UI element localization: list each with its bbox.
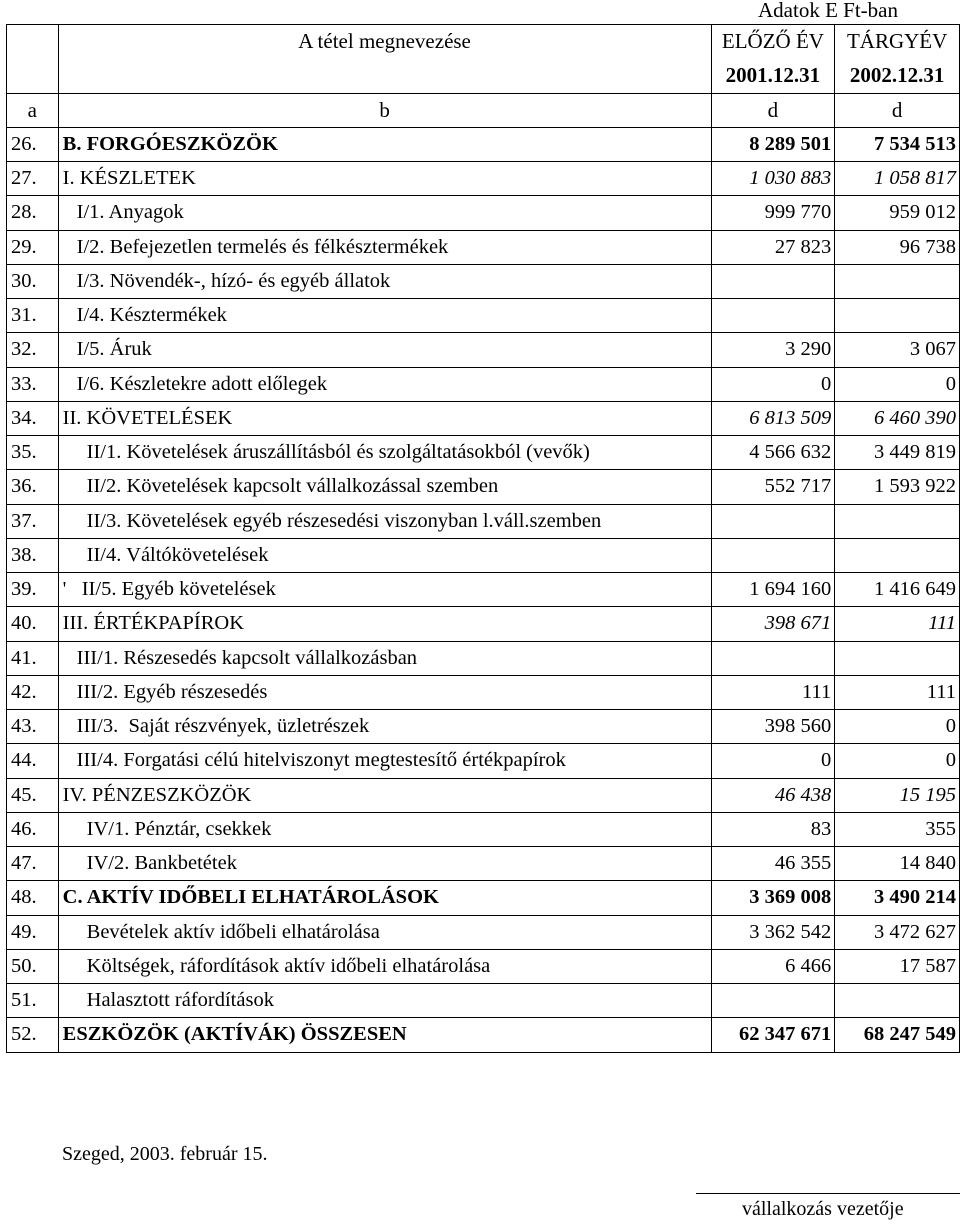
row-label: III/3. Saját részvények, üzletrészek [58, 710, 711, 744]
row-number: 47. [7, 847, 59, 881]
row-number: 42. [7, 675, 59, 709]
place-date: Szeged, 2003. február 15. [62, 1143, 268, 1165]
row-label: IV/1. Pénztár, csekkek [58, 812, 711, 846]
row-label: I/3. Növendék-, hízó- és egyéb állatok [58, 264, 711, 298]
prev-year-value: 0 [711, 744, 835, 778]
table-row [7, 881, 960, 915]
table-row [7, 470, 960, 504]
prev-year-value: 83 [711, 812, 835, 846]
row-label: I/5. Áruk [58, 333, 711, 367]
prev-year-value [711, 984, 835, 1018]
table-row [7, 641, 960, 675]
prev-year-value: 46 355 [711, 847, 835, 881]
row-number: 33. [7, 367, 59, 401]
table-row [7, 984, 960, 1018]
prev-year-value: 999 770 [711, 196, 835, 230]
row-label: ' II/5. Egyéb követelések [58, 573, 711, 607]
curr-year-value [835, 504, 960, 538]
row-label: Halasztott ráfordítások [58, 984, 711, 1018]
prev-year-value: 6 813 509 [711, 401, 835, 435]
item-title-header: A tétel megnevezése [58, 25, 711, 59]
prev-year-value: 3 362 542 [711, 915, 835, 949]
curr-year-value: 0 [835, 744, 960, 778]
prev-date-header: 2001.12.31 [711, 59, 835, 93]
row-label: I/2. Befejezetlen termelés és félkésztermékek [58, 230, 711, 264]
row-number: 44. [7, 744, 59, 778]
prev-year-header: ELŐZŐ ÉV [711, 25, 835, 59]
units-note: Adatok E Ft-ban [758, 0, 898, 22]
row-number: 37. [7, 504, 59, 538]
signature-label: vállalkozás vezetője [742, 1198, 904, 1220]
header-cell-empty [58, 59, 711, 93]
curr-year-value: 3 067 [835, 333, 960, 367]
prev-year-value: 3 290 [711, 333, 835, 367]
letter-a: a [7, 93, 59, 127]
curr-year-value: 1 416 649 [835, 573, 960, 607]
table-row [7, 710, 960, 744]
prev-year-value: 4 566 632 [711, 436, 835, 470]
curr-year-value [835, 538, 960, 572]
row-label: III. ÉRTÉKPAPÍROK [58, 607, 711, 641]
table-row [7, 401, 960, 435]
table-row [7, 127, 960, 161]
table-row [7, 230, 960, 264]
table-row [7, 778, 960, 812]
curr-year-value: 0 [835, 710, 960, 744]
row-label: I. KÉSZLETEK [58, 162, 711, 196]
curr-year-value: 17 587 [835, 949, 960, 983]
letter-d-prev: d [711, 93, 835, 127]
row-label: II/4. Váltókövetelések [58, 538, 711, 572]
prev-year-value [711, 299, 835, 333]
row-number: 51. [7, 984, 59, 1018]
row-label: III/4. Forgatási célú hitelviszonyt megtestesítő értékpapírok [58, 744, 711, 778]
row-number: 43. [7, 710, 59, 744]
row-number: 48. [7, 881, 59, 915]
row-label: Bevételek aktív időbeli elhatárolása [58, 915, 711, 949]
prev-year-value: 398 560 [711, 710, 835, 744]
row-number: 52. [7, 1018, 59, 1052]
curr-date-header: 2002.12.31 [835, 59, 960, 93]
table-row [7, 607, 960, 641]
row-label: II/1. Követelések áruszállításból és szolgáltatásokból (vevők) [58, 436, 711, 470]
prev-year-value: 1 030 883 [711, 162, 835, 196]
curr-year-value [835, 641, 960, 675]
curr-year-value: 111 [835, 607, 960, 641]
prev-year-value [711, 504, 835, 538]
prev-year-value: 111 [711, 675, 835, 709]
table-row [7, 299, 960, 333]
row-number: 29. [7, 230, 59, 264]
table-row [7, 847, 960, 881]
table-row [7, 949, 960, 983]
prev-year-value [711, 264, 835, 298]
curr-year-value: 355 [835, 812, 960, 846]
row-number: 46. [7, 812, 59, 846]
curr-year-value [835, 264, 960, 298]
header-row-letters [7, 93, 960, 127]
row-number: 40. [7, 607, 59, 641]
curr-year-value: 0 [835, 367, 960, 401]
row-label: II/2. Követelések kapcsolt vállalkozással szemben [58, 470, 711, 504]
curr-year-value: 959 012 [835, 196, 960, 230]
table-row [7, 915, 960, 949]
row-number: 30. [7, 264, 59, 298]
table-row [7, 367, 960, 401]
row-label: IV. PÉNZESZKÖZÖK [58, 778, 711, 812]
curr-year-value: 3 490 214 [835, 881, 960, 915]
prev-year-value: 8 289 501 [711, 127, 835, 161]
table-row [7, 812, 960, 846]
row-number: 27. [7, 162, 59, 196]
row-label: I/6. Készletekre adott előlegek [58, 367, 711, 401]
table-row [7, 675, 960, 709]
balance-sheet-table [6, 24, 960, 1053]
header-row-1 [7, 25, 960, 59]
row-number: 38. [7, 538, 59, 572]
prev-year-value: 62 347 671 [711, 1018, 835, 1052]
row-label: II. KÖVETELÉSEK [58, 401, 711, 435]
prev-year-value: 1 694 160 [711, 573, 835, 607]
table-row [7, 538, 960, 572]
table-row [7, 264, 960, 298]
letter-b: b [58, 93, 711, 127]
table-row [7, 744, 960, 778]
row-label: ESZKÖZÖK (AKTÍVÁK) ÖSSZESEN [58, 1018, 711, 1052]
row-number: 50. [7, 949, 59, 983]
prev-year-value: 398 671 [711, 607, 835, 641]
curr-year-value: 6 460 390 [835, 401, 960, 435]
table-row [7, 1018, 960, 1052]
prev-year-value [711, 641, 835, 675]
prev-year-value: 27 823 [711, 230, 835, 264]
row-number: 31. [7, 299, 59, 333]
row-number: 32. [7, 333, 59, 367]
header-row-2 [7, 59, 960, 93]
signature-line [696, 1193, 960, 1194]
curr-year-value: 96 738 [835, 230, 960, 264]
table-row [7, 333, 960, 367]
curr-year-header: TÁRGYÉV [835, 25, 960, 59]
curr-year-value [835, 299, 960, 333]
table-row [7, 504, 960, 538]
curr-year-value: 3 449 819 [835, 436, 960, 470]
row-label: I/1. Anyagok [58, 196, 711, 230]
curr-year-value: 1 058 817 [835, 162, 960, 196]
prev-year-value: 3 369 008 [711, 881, 835, 915]
row-label: I/4. Késztermékek [58, 299, 711, 333]
row-number: 39. [7, 573, 59, 607]
row-label: Költségek, ráfordítások aktív időbeli elhatárolása [58, 949, 711, 983]
row-label: IV/2. Bankbetétek [58, 847, 711, 881]
prev-year-value: 46 438 [711, 778, 835, 812]
row-number: 45. [7, 778, 59, 812]
row-number: 35. [7, 436, 59, 470]
prev-year-value [711, 538, 835, 572]
row-label: III/2. Egyéb részesedés [58, 675, 711, 709]
row-label: C. AKTÍV IDŐBELI ELHATÁROLÁSOK [58, 881, 711, 915]
prev-year-value: 6 466 [711, 949, 835, 983]
row-number: 41. [7, 641, 59, 675]
row-label: III/1. Részesedés kapcsolt vállalkozásban [58, 641, 711, 675]
curr-year-value: 111 [835, 675, 960, 709]
table-row [7, 196, 960, 230]
row-number: 34. [7, 401, 59, 435]
curr-year-value: 68 247 549 [835, 1018, 960, 1052]
curr-year-value [835, 984, 960, 1018]
curr-year-value: 14 840 [835, 847, 960, 881]
curr-year-value: 1 593 922 [835, 470, 960, 504]
row-number: 26. [7, 127, 59, 161]
table-row [7, 436, 960, 470]
header-cell-empty [7, 59, 59, 93]
prev-year-value: 552 717 [711, 470, 835, 504]
row-label: B. FORGÓESZKÖZÖK [58, 127, 711, 161]
table-row [7, 162, 960, 196]
prev-year-value: 0 [711, 367, 835, 401]
letter-d-curr: d [835, 93, 960, 127]
row-number: 28. [7, 196, 59, 230]
curr-year-value: 3 472 627 [835, 915, 960, 949]
curr-year-value: 7 534 513 [835, 127, 960, 161]
row-label: II/3. Követelések egyéb részesedési viszonyban l.váll.szemben [58, 504, 711, 538]
row-number: 36. [7, 470, 59, 504]
curr-year-value: 15 195 [835, 778, 960, 812]
table-row [7, 573, 960, 607]
header-cell-empty [7, 25, 59, 59]
row-number: 49. [7, 915, 59, 949]
